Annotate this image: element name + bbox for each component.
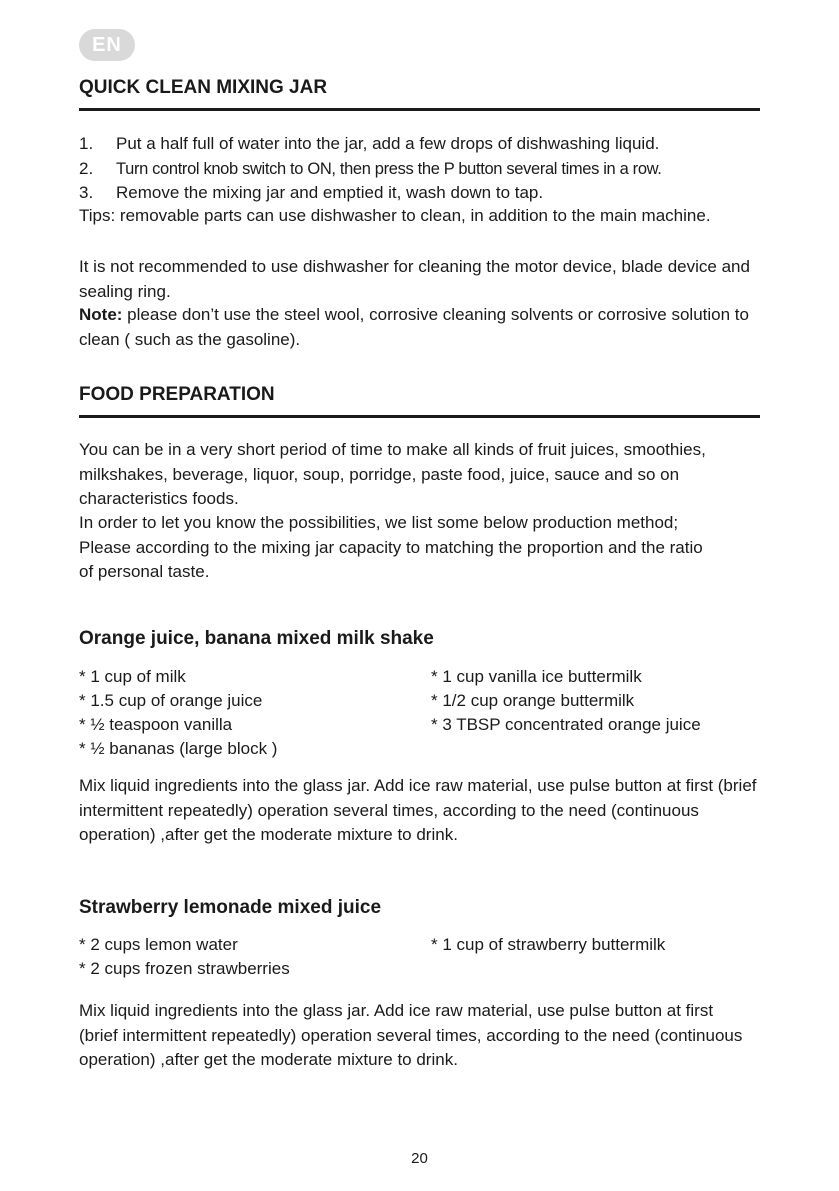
recipe-title: Strawberry lemonade mixed juice [79, 897, 382, 918]
food-prep-intro-2: In order to let you know the possibilities, we list some below production method; Please according to the mixing jar capacity to matching the proportion and the ratio of personal taste. [79, 513, 703, 581]
section-divider [79, 415, 760, 418]
ingredients-right-column [431, 933, 665, 957]
step-text: Remove the mixing jar and emptied it, wash down to tap. [116, 183, 544, 202]
ingredient-item: * 1.5 cup of orange juice [79, 691, 263, 710]
ingredient-item: * 1 cup of strawberry buttermilk [431, 935, 666, 954]
step-number: 3. [79, 183, 94, 202]
food-prep-title: FOOD PREPARATION [79, 384, 275, 405]
ingredient-item: * 1 cup vanilla ice buttermilk [431, 667, 642, 686]
step-text: Put a half full of water into the jar, add a few drops of dishwashing liquid. [116, 134, 660, 153]
section-divider [79, 108, 760, 111]
quick-clean-steps [79, 132, 779, 206]
ingredient-item: * 2 cups lemon water [79, 935, 238, 954]
ingredient-item: * ½ bananas (large block ) [79, 739, 278, 758]
step-number: 1. [79, 134, 94, 153]
ingredients-right-column [431, 665, 701, 737]
recipe-ingredients [79, 933, 769, 985]
language-badge: EN [79, 29, 135, 61]
tips-text: Tips: removable parts can use dishwasher to clean, in addition to the main machine. [79, 206, 711, 225]
note-label: Note: [79, 305, 123, 324]
ingredient-item: * ½ teaspoon vanilla [79, 715, 233, 734]
ingredient-item: * 1 cup of milk [79, 667, 186, 686]
ingredient-item: * 3 TBSP concentrated orange juice [431, 715, 701, 734]
ingredients-left-column [79, 665, 277, 761]
recipe-title: Orange juice, banana mixed milk shake [79, 628, 434, 649]
step-text: Turn control knob switch to ON, then press the P button several times in a row. [116, 159, 662, 178]
ingredient-item: * 1/2 cup orange buttermilk [431, 691, 635, 710]
recipe-method: Mix liquid ingredients into the glass jar. Add ice raw material, use pulse button at first (brief intermittent repeatedly) operation several times, according to the need (continuous operation) ,after get the moderate mixture to drink. [79, 776, 757, 844]
note-text: please don’t use the steel wool, corrosive cleaning solvents or corrosive solution to clean ( such as the gasoline). [79, 305, 749, 349]
ingredients-left-column [79, 933, 290, 981]
recipe-method: Mix liquid ingredients into the glass jar. Add ice raw material, use pulse button at first (brief intermittent repeatedly) operation several times, according to the need (continuous operation) ,after get the moderate mixture to drink. [79, 1001, 743, 1069]
recipe-ingredients [79, 665, 769, 765]
step-number: 2. [79, 158, 94, 178]
note-paragraph [79, 303, 769, 352]
not-recommended-text: It is not recommended to use dishwasher for cleaning the motor device, blade device and sealing ring. [79, 257, 750, 301]
ingredient-item: * 2 cups frozen strawberries [79, 959, 290, 978]
step-item [79, 157, 779, 182]
page-number: 20 [411, 1150, 428, 1167]
quick-clean-title: QUICK CLEAN MIXING JAR [79, 77, 328, 98]
step-item [79, 181, 779, 206]
food-prep-intro-1: You can be in a very short period of time to make all kinds of fruit juices, smoothies, milkshakes, beverage, liquor, soup, porridge, paste food, juice, sauce and so on characteristics foods. [79, 440, 706, 508]
step-item [79, 132, 779, 157]
